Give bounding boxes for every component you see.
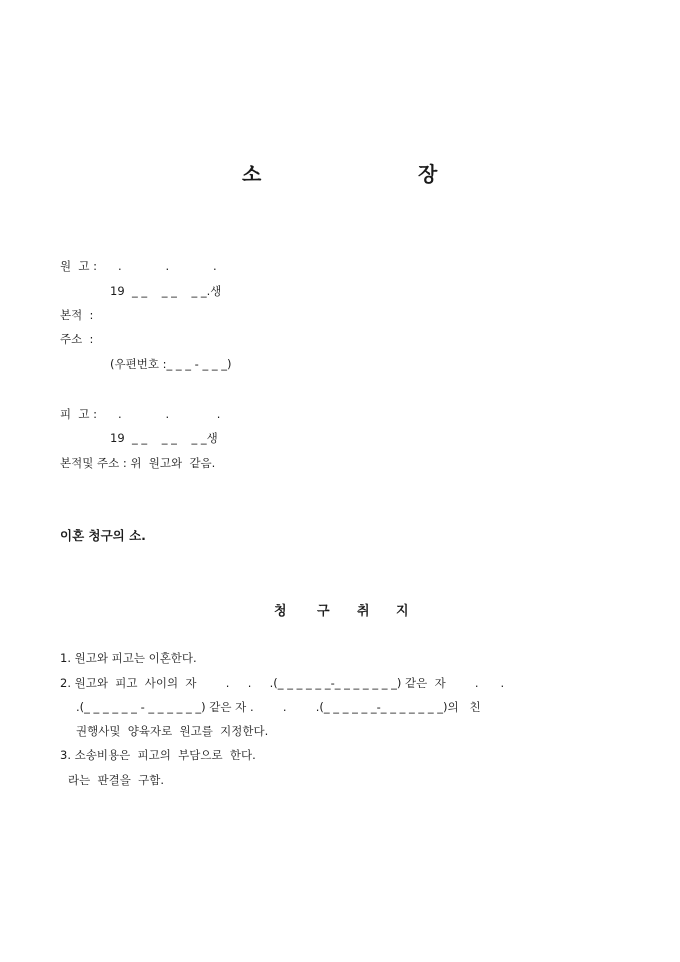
claim-item-3: 3. 소송비용은 피고의 부담으로 한다.	[60, 748, 256, 762]
plaintiff-label: 원 고 :	[60, 259, 98, 273]
claims-closing: 라는 판결을 구함.	[68, 773, 165, 787]
title-char-so: 소	[242, 162, 262, 186]
plaintiff-birth: 19 _ _ _ _ _ _.생	[110, 284, 222, 298]
claim-heading-char-4: 지	[396, 604, 409, 619]
claim-item-2-line-1: 2. 원고와 피고 사이의 자 . . .(_ _ _ _ _ _-_ _ _ _ _ _ _) 같은 자 . .	[60, 676, 505, 690]
defendant-birth: 19 _ _ _ _ _ _생	[110, 431, 218, 445]
plaintiff-postal-code: (우편번호 :_ _ _ - _ _ _)	[110, 357, 232, 371]
plaintiff-domicile-label: 본적 :	[60, 308, 94, 322]
case-name: 이혼 청구의 소.	[60, 528, 146, 543]
claim-heading-char-1: 청	[274, 604, 287, 619]
claim-item-2-line-3: 권행사및 양육자로 원고를 지정한다.	[76, 724, 269, 738]
defendant-address-line: 본적및 주소 : 위 원고와 같음.	[60, 456, 216, 470]
defendant-label: 피 고 :	[60, 407, 98, 421]
title-char-jang: 장	[418, 162, 438, 186]
plaintiff-name-dots: . . .	[118, 259, 217, 273]
claim-item-1: 1. 원고와 피고는 이혼한다.	[60, 651, 197, 665]
claim-item-2-line-2: .(_ _ _ _ _ _ - _ _ _ _ _ _) 같은 자 . . .(_ _ _ _ _ _-_ _ _ _ _ _ _)의 친	[76, 700, 481, 714]
claim-heading-char-2: 구	[317, 604, 330, 619]
plaintiff-address-label: 주소 :	[60, 332, 94, 346]
defendant-name-dots: . . .	[118, 407, 221, 421]
claim-heading-char-3: 취	[357, 604, 370, 619]
